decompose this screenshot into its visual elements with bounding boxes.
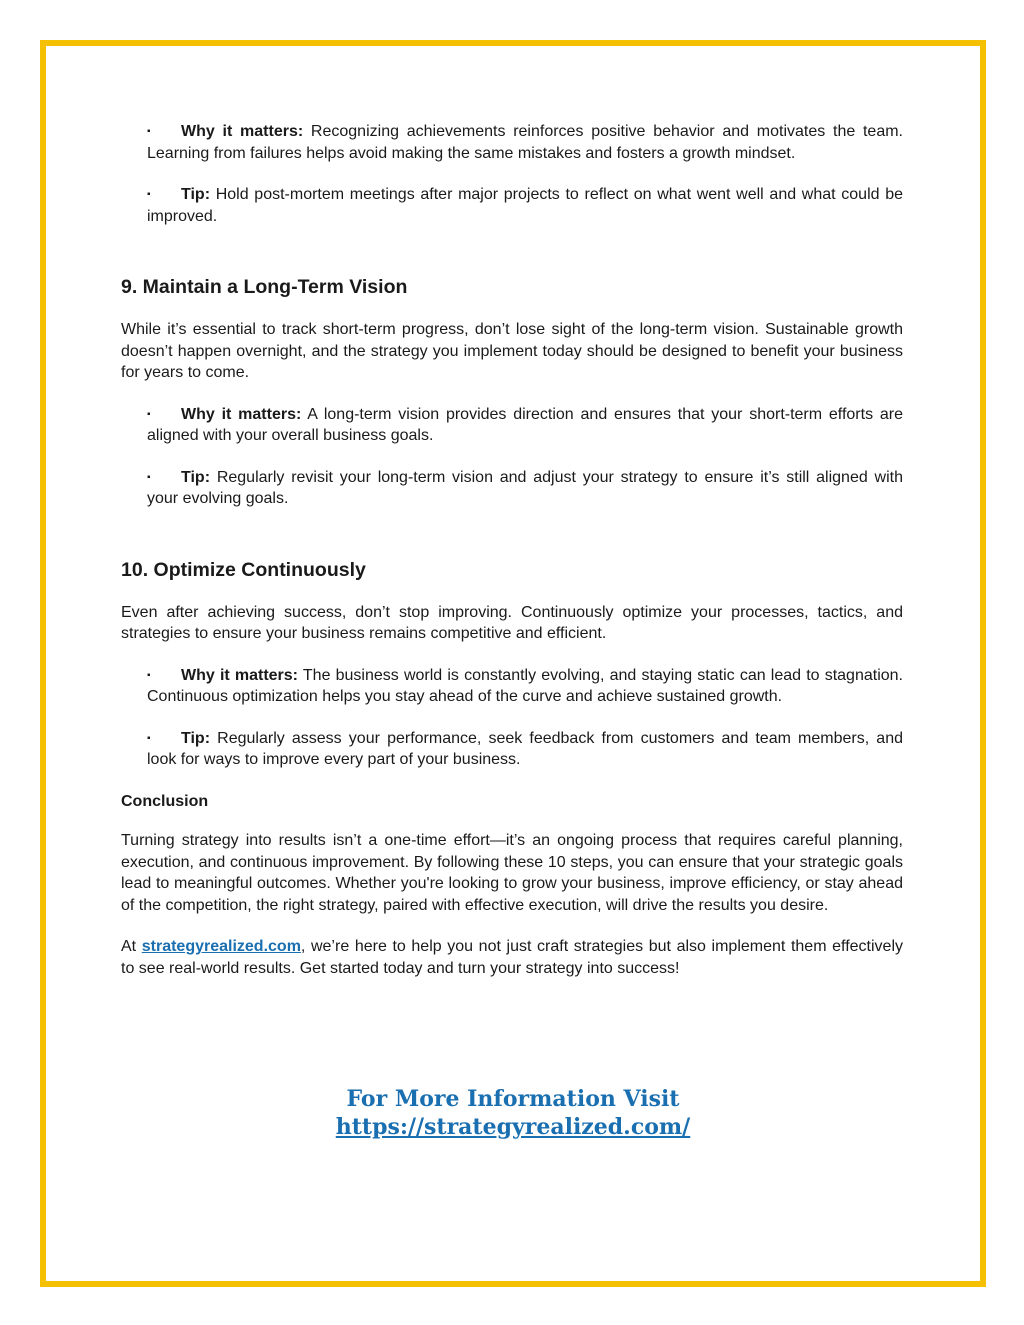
call-to-action-paragraph [121,936,903,979]
bullet-body: Regularly assess your performance, seek feedback from customers and team members, and look for ways to improve every part of your business. [147,729,903,768]
bullet-why-it-matters [121,121,903,164]
bullet-why-it-matters [121,404,903,447]
strategyrealized-link[interactable]: strategyrealized.com [141,938,301,955]
section-paragraph: Even after achieving success, don’t stop improving. Continuously optimize your processes, tactics, and strategies to ensure your business remains competitive and efficient. [121,603,903,642]
document-body [121,121,903,999]
section-heading-long-term-vision: 9. Maintain a Long-Term Vision [121,276,408,298]
bullet-square-icon: ▪ [147,189,151,200]
bullet-square-icon: ▪ [147,126,151,137]
bullet-body: A long-term vision provides direction and ensures that your short-term efforts are aligned with your overall business goals. [147,405,904,444]
bullet-label: Tip: [181,186,211,203]
bullet-tip [121,728,903,771]
bullet-square-icon: ▪ [147,408,151,420]
bullet-body: Regularly revisit your long-term vision and adjust your strategy to ensure it’s still aligned with your evolving goals. [147,468,903,507]
bullet-square-icon: ▪ [147,669,151,681]
cta-suffix: , we’re here to help you not just craft strategies but also implement them effectively to see real-world results. Get started today and turn your strategy into success! [121,938,903,977]
footer-heading: For More Information Visit [346,1086,680,1112]
bullet-label: Why it matters: [181,123,304,140]
bullet-square-icon: ▪ [147,732,151,744]
bullet-tip [121,467,903,510]
cta-prefix: At [121,938,142,955]
conclusion-paragraph: Turning strategy into results isn’t a one-time effort—it’s an ongoing process that requires careful planning, execution, and continuous improvement. By following these 10 steps, you can ensure that your strategic goals lead to meaningful outcomes. Whether you're looking to grow your business, improve efficiency, or stay ahead of the competition, the right strategy, paired with effective execution, will drive the results you desire. [121,832,903,914]
bullet-label: Why it matters: [181,666,299,684]
bullet-tip [121,184,903,227]
bullet-body: Hold post-mortem meetings after major projects to reflect on what went well and what could be improved. [147,186,903,225]
bullet-why-it-matters [121,665,903,708]
conclusion-heading: Conclusion [121,792,209,810]
bullet-square-icon: ▪ [147,471,151,483]
bullet-body: Recognizing achievements reinforces positive behavior and motivates the team. Learning from failures helps avoid making the same mistakes and fosters a growth mindset. [147,123,904,162]
section-heading-optimize: 10. Optimize Continuously [121,558,366,581]
bullet-label: Tip: [181,729,211,747]
footer-url-link[interactable]: https://strategyrealized.com/ [335,1114,691,1140]
footer-more-info [40,1085,986,1141]
bullet-body: The business world is constantly evolving, and staying static can lead to stagnation. Continuous optimization helps you stay ahead of the curve and achieve sustained growth. [147,666,903,705]
bullet-label: Why it matters: [181,405,302,423]
section-paragraph: While it’s essential to track short-term progress, don’t lose sight of the long-term vision. Sustainable growth doesn’t happen overnight, and the strategy you implement today should be designed to benefit your business for years to come. [121,321,903,381]
bullet-label: Tip: [181,468,211,486]
